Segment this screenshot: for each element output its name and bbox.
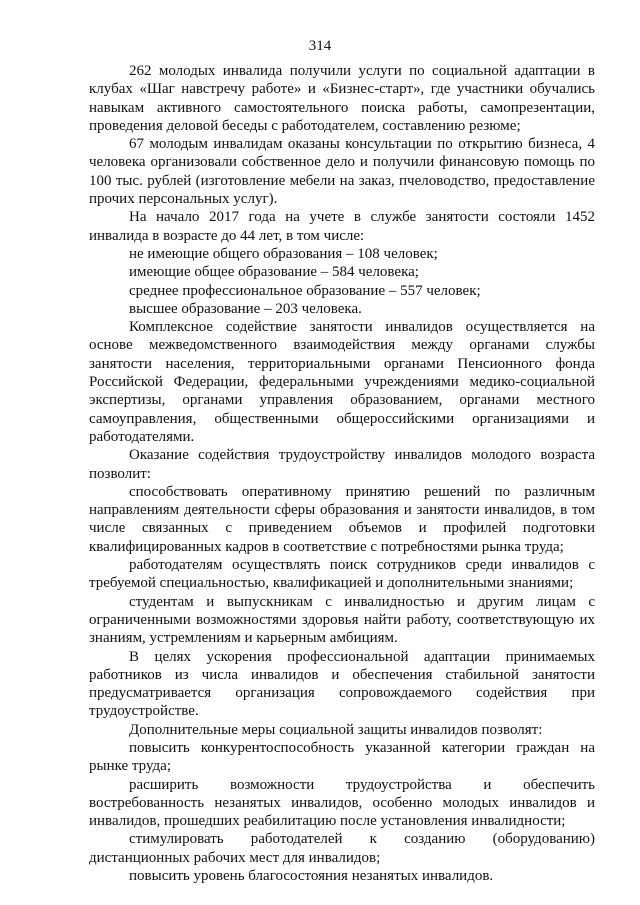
list-item: повысить конкурентоспособность указанной категории граждан на рынке труда; — [89, 739, 595, 775]
list-item: имеющие общее образование – 584 человека; — [129, 264, 419, 281]
list-item: способствовать оперативному принятию решений по различным направлениям деятельности сферы образования и занятости инвалидов, в том числе связанных с приведением объемов и профилей подготовки квалифицированных кадров в соответствие с потребностями рынка труда; — [89, 483, 595, 555]
list-item: повысить уровень благосостояния незанятых инвалидов. — [129, 868, 494, 885]
list-item: не имеющие общего образования – 108 человек; — [129, 245, 438, 262]
paragraph: Дополнительные меры социальной защиты инвалидов позволят: — [129, 721, 543, 738]
list-item: расширить возможности трудоустройства и обеспечить востребованность незанятых инвалидов, особенно молодых инвалидов и инвалидов, прошедших реабилитацию после установления инвалидности; — [89, 776, 595, 830]
paragraph: Комплексное содействие занятости инвалидов осуществляется на основе межведомственного взаимодействия между органами службы занятости населения, территориальными органами Пенсионного фонда Российской Федерации, федеральными учреждениями медико-социальной экспертизы, органами управления образованием, органами местного самоуправления, общественными общероссийскими организациями и работодателями. — [89, 319, 595, 445]
page-number: 314 — [308, 38, 332, 54]
list-item: работодателям осуществлять поиск сотрудников среди инвалидов с требуемой специальностью, квалификацией и дополнительными знаниями; — [89, 557, 595, 592]
list-item: высшее образование – 203 человека. — [129, 300, 362, 317]
list-item: среднее профессиональное образование – 557 человек; — [129, 282, 481, 299]
paragraph: В целях ускорения профессиональной адаптации принимаемых работников из числа инвалидов и обеспечения стабильной занятости предусматривается организация сопровождаемого содействия при трудоустройстве. — [89, 648, 595, 720]
paragraph: 262 молодых инвалида получили услуги по социальной адаптации в клубах «Шаг навстречу работе» и «Бизнес-старт», где участники обучались навыкам активного самостоятельного поиска работы, самопрезентации, проведения деловой беседы с работодателем, составлению резюме; — [89, 63, 595, 134]
paragraph: 67 молодым инвалидам оказаны консультации по открытию бизнеса, 4 человека организовали собственное дело и получили финансовую помощь по 100 тыс. рублей (изготовление мебели на заказ, пчеловодство, предоставление прочих персональных услуг). — [89, 136, 595, 208]
list-item: стимулировать работодателей к созданию (оборудованию) дистанционных рабочих мест для инвалидов; — [89, 831, 595, 866]
paragraph: На начало 2017 года на учете в службе занятости состояли 1452 инвалида в возрасте до 44 лет, в том числе: — [89, 209, 595, 244]
body-text — [89, 62, 595, 885]
paragraph: Оказание содействия трудоустройству инвалидов молодого возраста позволит: — [89, 447, 595, 482]
list-item: студентам и выпускникам с инвалидностью и другим лицам с ограниченными возможностями здоровья найти работу, соответствующую их знаниям, устремлениям и карьерным амбициям. — [89, 593, 595, 647]
